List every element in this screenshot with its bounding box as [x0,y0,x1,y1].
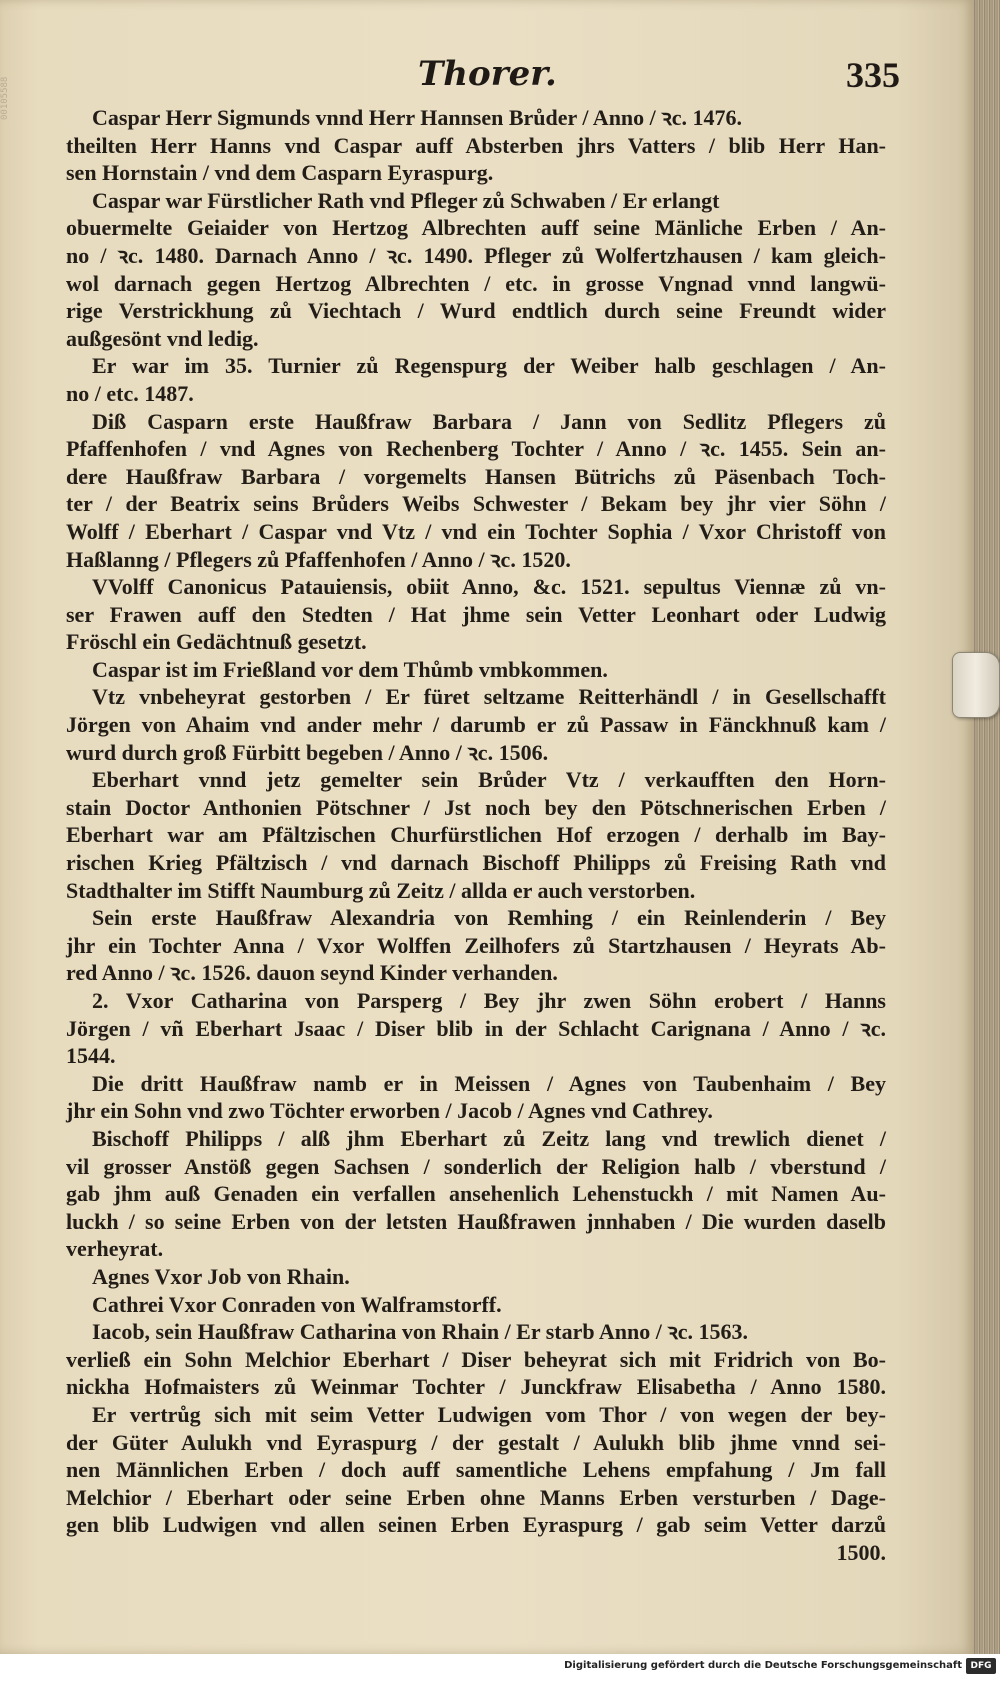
text-line: no / ꝛc. 1480. Darnach Anno / ꝛc. 1490. Pfleger zů Wolfertzhausen / kam gleich- [66,242,886,268]
text-line: Eberhart vnnd jetz gemelter sein Brůder Vtz / verkaufften den Horn- [92,767,886,793]
text-line: obuermelte Geiaider von Hertzog Albrechten auff seine Mänliche Erben / An- [66,215,886,241]
text-line: rischen Krieg Pfältzisch / vnd darnach Bischoff Philipps zů Freising Rath vnd [66,850,886,876]
text-line: Pfaffenhofen / vnd Agnes von Rechenberg Tochter / Anno / ꝛc. 1455. Sein an- [66,436,886,462]
text-line: Eberhart war am Pfältzischen Churfürstlichen Hof erzogen / derhalb im Bay- [66,822,886,848]
shelfmark: 00105588 [0,76,10,120]
text-line: nickha Hofmaisters zů Weinmar Tochter / Junckfraw Elisabetha / Anno 1580. [66,1374,886,1400]
text-line: Er war im 35. Turnier zů Regenspurg der Weiber halb geschlagen / An- [92,353,886,379]
text-line: 2. Vxor Catharina von Parsperg / Bey jhr zwen Söhn erobert / Hanns [92,988,886,1013]
text-line: Sein erste Haußfraw Alexandria von Remhing / ein Reinlenderin / Bey [92,905,886,931]
text-line: Wolff / Eberhart / Caspar vnd Vtz / vnd ein Tochter Sophia / Vxor Christoff von [66,518,886,544]
text-line: verheyrat. [66,1236,164,1262]
footer-credit: Digitalisierung gefördert durch die Deutsche Forschungsgemeinschaft [564,1660,962,1671]
text-line: luckh / so seine Erben von der letsten Haußfrawen jnnhaben / Die wurden daselb [66,1208,886,1234]
text-line: sen Hornstain / vnd dem Casparn Eyraspurg. [66,160,494,186]
text-line: rige Verstrickhung zů Viechtach / Wurd endtlich durch seine Freundt wider [66,298,886,324]
text-line: jhr ein Sohn vnd zwo Töchter erworben / Jacob / Agnes vnd Cathrey. [66,1098,713,1124]
text-line: Er vertrůg sich mit seim Vetter Ludwigen vom Thor / von wegen der bey- [92,1401,886,1427]
text-line: theilten Herr Hanns vnd Caspar auff Absterben jhrs Vatters / blib Herr Han- [66,132,886,158]
text-line: Cathrei Vxor Conraden von Walframstorff. [92,1291,502,1317]
dfg-logo: DFG [966,1658,996,1674]
text-line: der Güter Aulukh vnd Eyraspurg / der gestalt / Aulukh blib jhme vnnd sei- [66,1429,886,1455]
text-line: 1500. [836,1539,886,1565]
text-line: Diß Casparn erste Haußfraw Barbara / Jann von Sedlitz Pflegers zů [92,408,886,434]
text-line: Haßlanng / Pflegers zů Pfaffenhofen / Anno / ꝛc. 1520. [66,546,571,572]
text-line: Jörgen / vñ Eberhart Jsaac / Diser blib in der Schlacht Carignana / Anno / ꝛc. [66,1015,886,1041]
text-line: wol darnach gegen Hertzog Albrechten / etc. in grosse Vngnad vnnd langwü- [66,270,886,296]
text-line: dere Haußfraw Barbara / vorgemelts Hansen Bütrichs zů Päsenbach Toch- [66,463,886,489]
text-line: nen Männlichen Erben / doch auff samentliche Lehens empfahung / Jm fall [66,1457,886,1483]
text-line: außgesönt vnd ledig. [66,325,259,351]
text-line: no / etc. 1487. [66,380,194,406]
text-line: stain Doctor Anthonien Pötschner / Jst noch bey den Pötschnerischen Erben / [66,794,886,820]
text-line: Fröschl ein Gedächtnuß gesetzt. [66,629,367,655]
text-line: 1544. [66,1043,116,1069]
text-line: Caspar war Fürstlicher Rath vnd Pfleger zů Schwaben / Er erlangt [92,187,720,213]
bookmark-tab [952,652,1000,718]
footer [0,1654,1000,1681]
text-line: Jörgen von Ahaim vnd ander mehr / darumb er zů Passaw in Fänckhnuß kam / [66,712,886,738]
text-line: verließ ein Sohn Melchior Eberhart / Diser beheyrat sich mit Fridrich von Bo- [66,1346,886,1372]
text-line: Stadthalter im Stifft Naumburg zů Zeitz / allda er auch verstorben. [66,877,696,903]
body-text [66,104,886,1566]
page-header [60,54,900,104]
text-line: Die dritt Haußfraw namb er in Meissen / Agnes von Taubenhaim / Bey [92,1070,886,1096]
text-line: Vtz vnbeheyrat gestorben / Er füret seltzame Reitterhändl / in Gesellschafft [92,684,886,710]
text-line: VVolff Canonicus Patauiensis, obiit Anno, &c. 1521. sepultus Viennæ zů vn- [92,574,886,600]
text-line: gab jhm auß Genaden ein verfallen ansehenlich Lehenstuckh / mit Namen Au- [66,1181,886,1207]
text-line: gen blib Ludwigen vnd allen seinen Erben Eyraspurg / gab seim Vetter darzů [66,1512,886,1538]
running-head: Thorer. [418,54,557,94]
page-edges [974,0,1000,1654]
text-line: Iacob, sein Haußfraw Catharina von Rhain / Er starb Anno / ꝛc. 1563. [92,1319,749,1345]
text-line: Agnes Vxor Job von Rhain. [92,1263,350,1289]
text-line: ter / der Beatrix seins Brůders Weibs Schwester / Bekam bey jhr vier Söhn / [66,491,886,517]
page-number: 335 [846,55,900,95]
text-line: Caspar Herr Sigmunds vnnd Herr Hannsen Brůder / Anno / ꝛc. 1476. [92,105,742,130]
text-line: red Anno / ꝛc. 1526. dauon seynd Kinder verhanden. [66,960,558,986]
text-line: Caspar ist im Frießland vor dem Thůmb vmbkommen. [92,656,608,682]
text-line: wurd durch groß Fürbitt begeben / Anno / ꝛc. 1506. [66,739,549,765]
text-line: jhr ein Tochter Anna / Vxor Wolffen Zeilhofers zů Startzhausen / Heyrats Ab- [66,932,886,958]
text-line: vil grosser Anstöß gegen Sachsen / sonderlich der Religion halb / vberstund / [66,1153,886,1179]
text-line: Melchior / Eberhart oder seine Erben ohne Manns Erben versturben / Dage- [66,1484,886,1510]
text-line: Bischoff Philipps / alß jhm Eberhart zů Zeitz lang vnd trewlich dienet / [92,1125,886,1151]
text-line: ser Frawen auff den Stedten / Hat jhme sein Vetter Leonhart oder Ludwig [66,601,886,627]
